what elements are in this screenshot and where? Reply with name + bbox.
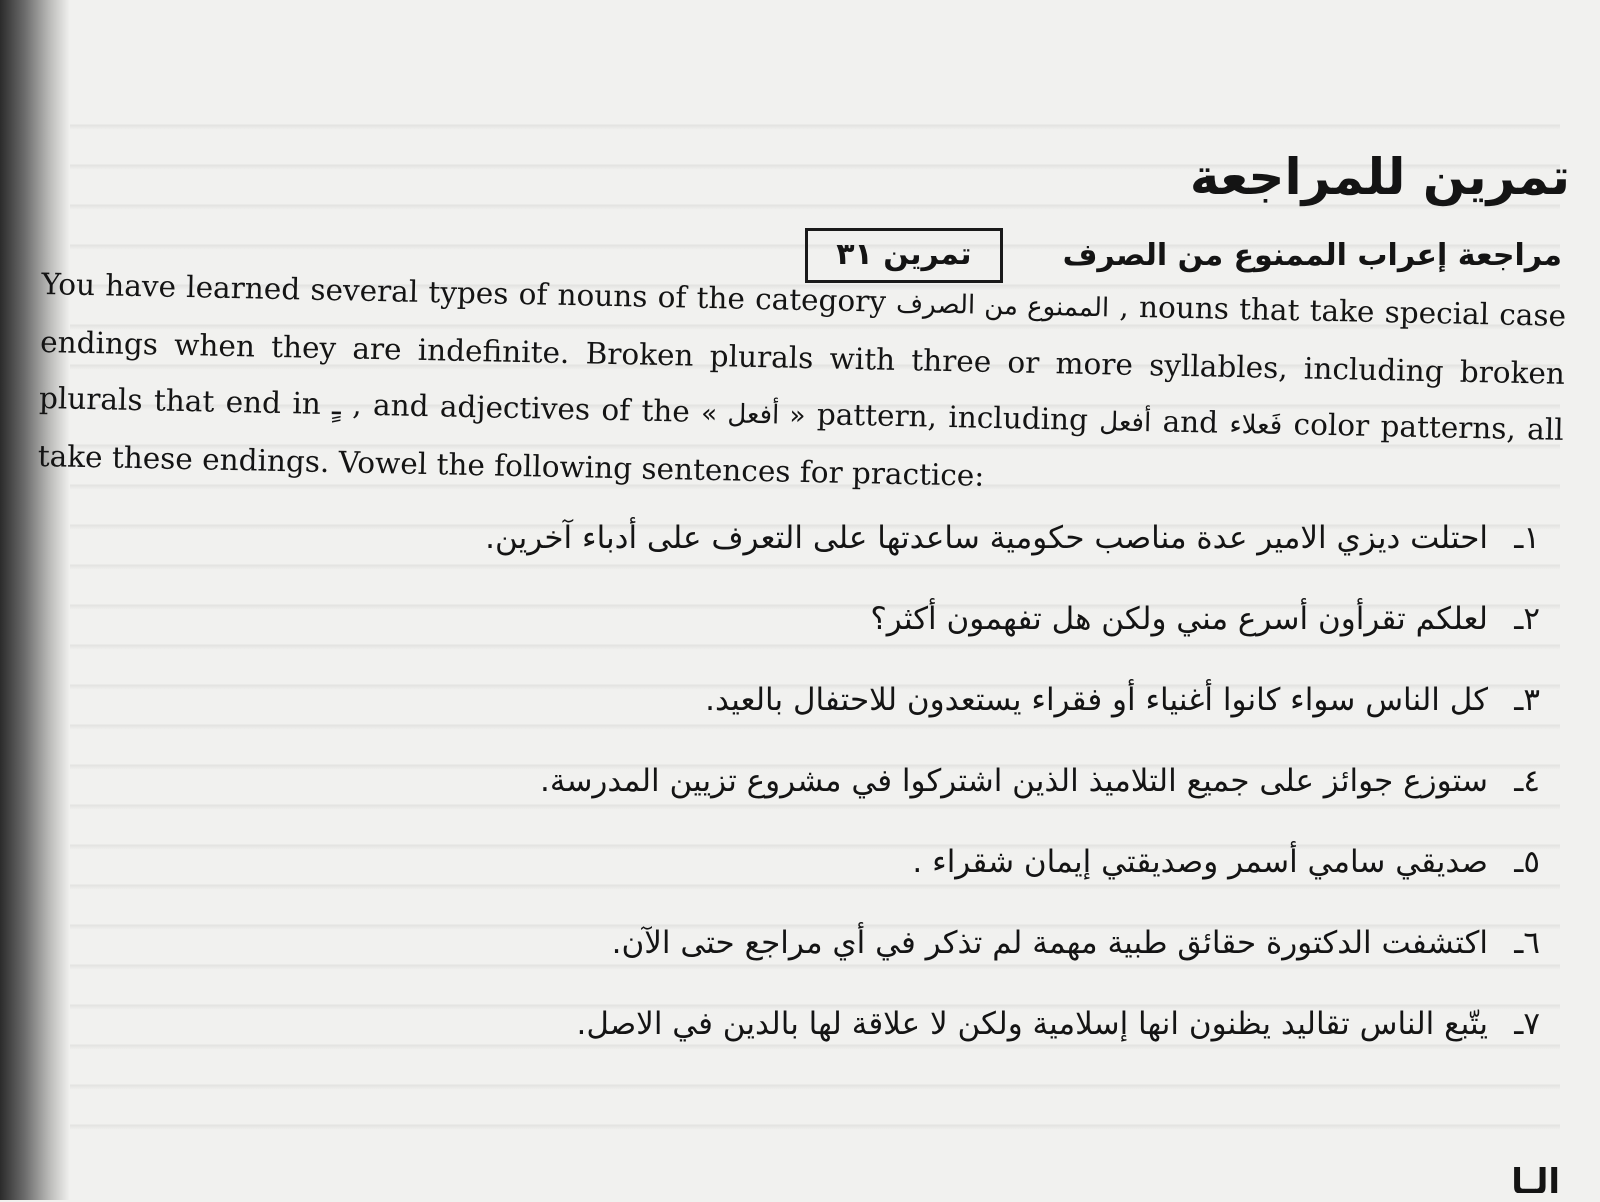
instructions-text-1: You have learned several types of nouns of the category (41, 266, 897, 319)
sentence-list (110, 520, 1540, 1087)
sentence-text: لعلكم تقرأون أسرع مني ولكن هل تفهمون أكثر؟ (870, 601, 1488, 637)
next-heading-fragment: الـا (1511, 1162, 1560, 1202)
sentence-text: صديقي سامي أسمر وصديقتي إيمان شقراء . (912, 844, 1488, 880)
sentence-item (110, 844, 1540, 925)
instructions-text-5: color patterns, all take these endings. Vowel the following sentences for practice: (37, 407, 1565, 493)
sentence-text: ستوزع جوائز على جميع التلاميذ الذين اشتركوا في مشروع تزيين المدرسة. (539, 763, 1488, 799)
sentence-text: كل الناس سواء كانوا أغنياء أو فقراء يستعدون للاحتفال بالعيد. (705, 682, 1488, 718)
sentence-number: ٦ـ (1514, 925, 1540, 961)
exercise-title: مراجعة إعراب الممنوع من الصرف (1062, 238, 1562, 273)
arabic-afal: أفعل (1099, 407, 1152, 439)
sentence-number: ٥ـ (1514, 844, 1540, 880)
sentence-number: ٢ـ (1514, 601, 1540, 637)
arabic-fala: فَعلاء (1229, 409, 1283, 442)
sentence-item (110, 763, 1540, 844)
sentence-item (110, 925, 1540, 1006)
sentence-number: ٤ـ (1514, 763, 1540, 799)
arabic-term: الممنوع من الصرف (895, 288, 1110, 324)
instructions-text-2: , nouns that take special case endings when they are indefinite. Broken plurals with three or more syllables, including broken plurals that end in ـٍ , and adjectives of the (38, 289, 1567, 429)
sentence-item (110, 520, 1540, 601)
instructions-text-3: pattern, including (805, 397, 1100, 438)
sentence-text: يتّبع الناس تقاليد يظنون انها إسلامية ولكن لا علاقة لها بالدين في الاصل. (576, 1006, 1488, 1042)
sentence-text: اكتشفت الدكتورة حقائق طبية مهمة لم تذكر في أي مراجع حتى الآن. (611, 925, 1488, 961)
instructions-text-4: and (1150, 404, 1230, 440)
sentence-item (110, 682, 1540, 763)
section-title: تمرين للمراجعة (1189, 148, 1570, 206)
arabic-pattern: « أفعل » (700, 398, 806, 432)
sentence-number: ٧ـ (1514, 1006, 1540, 1042)
sentence-item (110, 1006, 1540, 1087)
sentence-number: ٣ـ (1514, 682, 1540, 718)
sentence-text: احتلت ديزي الامير عدة مناصب حكومية ساعدتها على التعرف على أدباء آخرين. (485, 520, 1488, 556)
instructions-paragraph (37, 256, 1566, 516)
book-binding-shadow (0, 0, 70, 1200)
sentence-item (110, 601, 1540, 682)
sentence-number: ١ـ (1514, 520, 1540, 556)
exercise-number-box: تمرين ٣١ (805, 228, 1002, 283)
